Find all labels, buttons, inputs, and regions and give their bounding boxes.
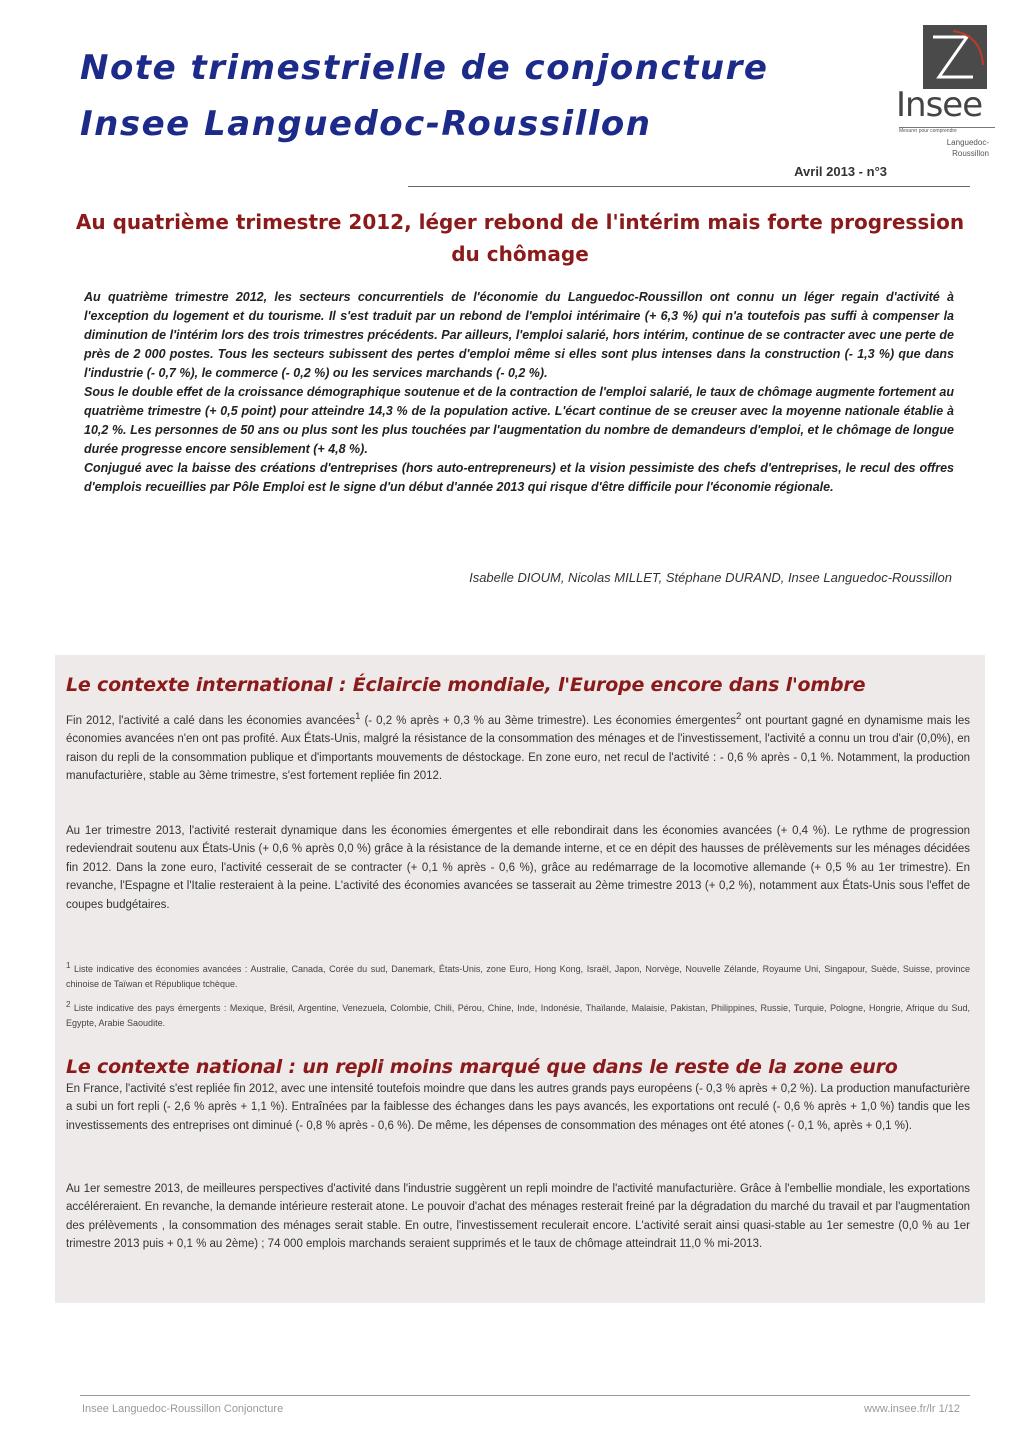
logo-region: Languedoc-Roussillon (946, 138, 989, 158)
summary (84, 288, 954, 497)
text-segment: Fin 2012, l'activité a calé dans les économies avancées (66, 714, 356, 727)
insee-logo (893, 25, 997, 165)
publication-subtitle: Insee Languedoc-Roussillon (80, 104, 652, 144)
international-paragraph-2 (66, 822, 970, 914)
paragraph-text: Au 1er trimestre 2013, l'activité resterait dynamique dans les économies émergentes et elle rebondirait dans les économies avancées (+ 0,4 %). Le rythme de progression redeviendrait soutenu aux États-Unis (+ 0,6 % après 0,0 %) grâce à la résistance de la demande interne, et ce en dépit des hausses de prélèvements sur les ménages décidées fin 2012. Dans la zone euro, l'activité cesserait de se contracter (+ 0,1 % après - 0,6 %), grâce au redémarrage de la locomotive allemande (+ 0,5 % au 1er trimestre). En revanche, l'Espagne et l'Italie resteraient à la peine. L'activité des économies avancées se tasserait au 2ème trimestre 2013 (+ 0,2 %), notamment aux États-Unis sous l'effet de coupes budgétaires. (66, 825, 970, 911)
footnote-1 (66, 958, 970, 992)
section-title-international: Le contexte international : Éclaircie mondiale, l'Europe encore dans l'ombre (66, 674, 866, 696)
footnote-ref: 2 (736, 711, 742, 722)
issue-date: Avril 2013 - n°3 (794, 164, 887, 179)
footnote-text: Liste indicative des économies avancées : Australie, Canada, Corée du sud, Danemark, États-Unis, zone Euro, Hong Kong, Israël, Japon, Norvège, Nouvelle Zélande, Royaume Uni, Singapour, Suède, Suisse, province chinoise de Taïwan et République tchèque. (66, 964, 970, 989)
footnote-ref: 1 (355, 711, 361, 722)
authors: Isabelle DIOUM, Nicolas MILLET, Stéphane DURAND, Insee Languedoc-Roussillon (469, 570, 952, 585)
footer-divider (80, 1395, 970, 1396)
logo-wordmark: Insee (896, 85, 983, 125)
paragraph-text: En France, l'activité s'est repliée fin 2012, avec une intensité toutefois moindre que dans les autres grands pays européens (- 0,3 % après + 0,2 %). La production manufacturière a subi un fort repli (- 2,6 % après + 1,1 %). Entraînées par la faiblesse des échanges dans les pays avancés, les exportations ont reculé (- 0,6 % après + 1,0 %) tandis que les investissements des entreprises ont diminué (- 0,8 % après - 0,6 %). De même, les dépenses de consommation des ménages ont été atones (- 0,1 %, après + 0,1 %). (66, 1083, 970, 1132)
summary-paragraph: Au quatrième trimestre 2012, les secteurs concurrentiels de l'économie du Languedoc-Roussillon ont connu un léger regain d'activité à l'exception du logement et du tourisme. Il s'est traduit par un rebond de l'emploi intérimaire (+ 6,3 %) qui n'a toutefois pas suffi à compenser la diminution de l'intérim lors des trois trimestres précédents. Par ailleurs, l'emploi salarié, hors intérim, continue de se contracter avec une perte de près de 2 000 postes. Tous les secteurs subissent des pertes d'emploi même si elles sont plus intenses dans la construction (- 1,3 %) que dans l'industrie (- 0,7 %), le commerce (- 0,2 %) ou les services marchands (- 0,2 %). (84, 290, 954, 380)
text-segment: (- 0,2 % après + 0,3 % au 3ème trimestre). Les économies émergentes (360, 714, 737, 727)
international-paragraph-1 (66, 708, 970, 785)
footnote-text: Liste indicative des pays émergents : Mexique, Brésil, Argentine, Venezuela, Colombie, Chili, Pérou, Chine, Inde, Indonésie, Thaïlande, Malaisie, Pakistan, Philippines, Russie, Turquie, Pologne, Hongrie, Afrique du Sud, Egypte, Arabie Saoudite. (66, 1003, 970, 1028)
footer-page: www.insee.fr/lr 1/12 (864, 1403, 960, 1415)
text-segment: ont pourtant gagné en dynamisme mais les économies avancées n'en ont pas profité. Aux États-Unis, malgré la résistance de la consommation des ménages et de l'investissement, l'activité a connu un trou d'air (0,0%), en raison du repli de la consommation publique et d'importants mouvements de déstockage. En zone euro, net recul de l'activité : - 0,6 % après - 0,1 %. Notamment, la production manufacturière, stable au 3ème trimestre, s'est fortement repliée fin 2012. (66, 714, 971, 783)
footnote-number: 1 (66, 961, 71, 970)
logo-tagline: Mesurer pour comprendre (899, 127, 995, 134)
footer-publication: Insee Languedoc-Roussillon Conjoncture (82, 1403, 284, 1415)
summary-paragraph: Conjugué avec la baisse des créations d'entreprises (hors auto-entrepreneurs) et la vision pessimiste des chefs d'entreprises, le recul des offres d'emplois recueillies par Pôle Emploi est le signe d'un début d'année 2013 qui risque d'être difficile pour l'économie régionale. (84, 461, 954, 494)
section-title-national: Le contexte national : un repli moins marqué que dans le reste de la zone euro (66, 1056, 898, 1078)
headline: Au quatrième trimestre 2012, léger rebond de l'intérim mais forte progression du chômage (75, 210, 965, 266)
publication-title: Note trimestrielle de conjoncture (80, 48, 769, 88)
summary-paragraph: Sous le double effet de la croissance démographique soutenue et de la contraction de l'emploi salarié, le taux de chômage augmente fortement au quatrième trimestre (+ 0,5 point) pour atteindre 14,3 % de la population active. L'écart continue de se creuser avec la moyenne nationale établie à 10,2 %. Les personnes de 50 ans ou plus sont les plus touchées par l'augmentation du nombre de demandeurs d'emploi, et le chômage de longue durée progresse encore sensiblement (+ 4,8 %). (84, 385, 954, 456)
footnote-2 (66, 997, 970, 1031)
footnote-number: 2 (66, 1000, 71, 1009)
paragraph-text: Au 1er semestre 2013, de meilleures perspectives d'activité dans l'industrie suggèrent un repli moindre de l'activité manufacturière. Grâce à l'embellie mondiale, les exportations accéléreraient. En revanche, la demande intérieure resterait atone. Le pouvoir d'achat des ménages resterait freiné par la dégradation du marché du travail et par l'augmentation des prélèvements , la consommation des ménages serait stable. En outre, l'investissement reculerait encore. L'activité serait ainsi quasi-stable au 1er semestre (0,0 % au 1er trimestre 2013 puis + 0,1 % au 2ème) ; 74 000 emplois marchands seraient supprimés et le taux de chômage atteindrait 11,0 % mi-2013. (66, 1183, 970, 1251)
insee-logo-icon (923, 25, 987, 89)
header-divider (408, 186, 970, 187)
national-paragraph-1 (66, 1080, 970, 1135)
national-paragraph-2 (66, 1180, 970, 1254)
